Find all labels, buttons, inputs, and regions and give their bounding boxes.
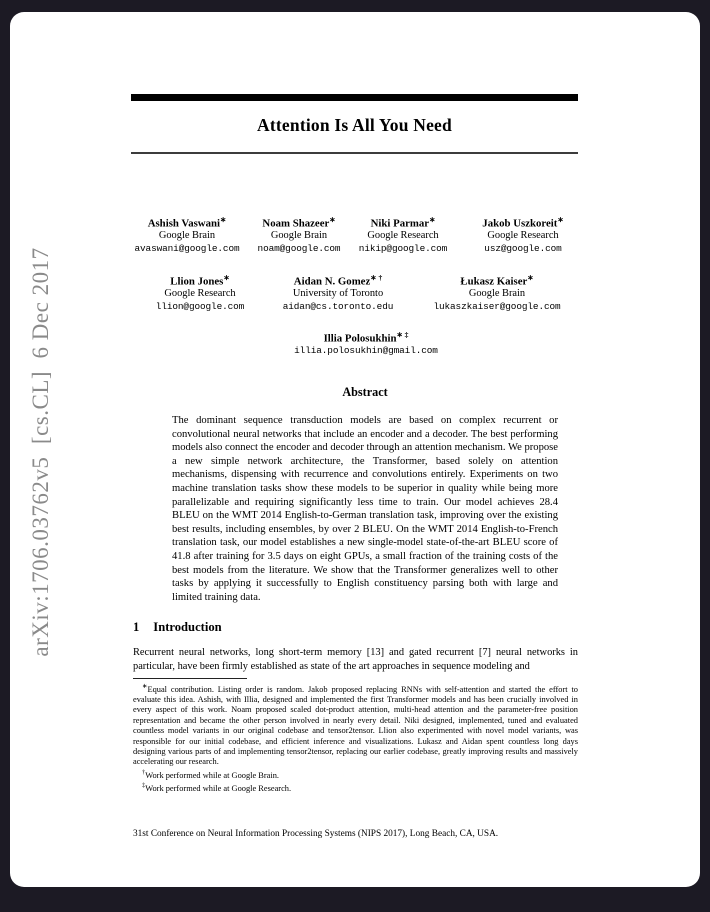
conference-note: 31st Conference on Neural Information Processing Systems (NIPS 2017), Long Beach, CA, USA. [133,829,499,839]
author-name-text: Illia Polosukhin [323,332,397,345]
paper-title: Attention Is All You Need [257,115,452,135]
author-name [482,214,563,230]
footnote-dagger [133,768,578,781]
author-name-text: Llion Jones [170,275,224,288]
footnote-marker-double-dagger: ‡ [142,781,146,789]
author-name [433,272,560,288]
author-affiliation: Google Research [164,288,236,300]
author-name [135,214,240,230]
title-rule-top [131,94,578,101]
author-email: illia.polosukhin@gmail.com [294,345,438,357]
author-affiliation: Google Brain [270,230,328,242]
author-email: nikip@google.com [358,242,448,254]
section-heading-introduction [133,620,222,635]
author-affiliation: Google Brain [468,288,526,300]
author-block [135,214,240,255]
footnotes [133,682,578,794]
footnote-equal-contribution [133,682,578,768]
footnote-marker-dagger: † [142,768,146,776]
author-name [294,329,438,345]
author-email: aidan@cs.toronto.edu [282,300,394,312]
author-block [283,272,394,313]
author-affiliation: Google Brain [158,230,216,242]
author-mark: ∗ [223,273,230,282]
abstract-body: The dominant sequence transduction models are based on complex recurrent or convolutional neural networks that include an encoder and a decoder. The best performing models also connect the encoder and decoder through an attention mechanism. We propose a new simple network architecture, the Transformer, based solely on attention mechanisms, dispensing with recurrence and convolutions entirely. Experiments on two machine translation tasks show these models to be superior in quality while being more parallelizable and requiring significantly less time to train. Our model achieves 28.4 BLEU on the WMT 2014 English-to-German translation task, improving over the existing best results, including ensembles, by over 2 BLEU. On the WMT 2014 English-to-French translation task, our model establishes a new single-model state-of-the-art BLEU score of 41.8 after training for 3.5 days on eight GPUs, a small fraction of the training costs of the best models from the literature. We show that the Transformer generalizes well to other tasks by applying it successfully to English constituency parsing both with large and limited training data. [172,415,558,603]
author-email: noam@google.com [257,242,341,254]
author-mark: ∗ [527,273,534,282]
section-number: 1 [133,620,140,634]
author-block [294,329,438,358]
abstract-heading: Abstract [342,385,388,399]
author-affiliation: Google Research [487,230,559,242]
footnote-text: Work performed while at Google Research. [145,783,292,793]
footnote-text: Work performed while at Google Brain. [145,770,279,780]
footnote-marker-star: ∗ [142,683,148,690]
author-mark: ∗ [429,215,436,224]
paper-page [10,12,700,887]
author-email: lukaszkaiser@google.com [433,300,561,312]
author-email: llion@google.com [155,300,245,312]
author-name [283,272,394,288]
author-name [258,214,341,230]
footnote-rule [133,678,247,679]
author-name-text: Aidan N. Gomez [293,275,371,288]
author-block [482,214,563,255]
section-title: Introduction [153,620,222,634]
author-name-text: Łukasz Kaiser [460,275,528,288]
author-affiliation: Google Research [367,230,439,242]
author-block [359,214,447,255]
introduction-paragraph: Recurrent neural networks, long short-term memory [13] and gated recurrent [7] neural networks in particular, have been firmly established as state of the art approaches in sequence modeling and [133,647,578,672]
author-name-text: Ashish Vaswani [147,217,221,230]
author-name [156,272,244,288]
arxiv-stamp: arXiv:1706.03762v5 [cs.CL] 6 Dec 2017 [28,247,53,657]
author-affiliation: University of Toronto [292,288,384,300]
author-name-text: Jakob Uszkoreit [482,217,558,230]
author-email: avaswani@google.com [134,242,240,254]
author-name-text: Niki Parmar [370,217,430,230]
title-rule-bottom [131,152,578,154]
author-mark: ∗ [329,215,336,224]
author-mark: ∗ † [370,273,383,282]
author-block [156,272,244,313]
author-block [258,214,341,255]
author-mark: ∗ [220,215,227,224]
author-email: usz@google.com [484,242,562,254]
author-mark: ∗ [557,215,564,224]
author-name [359,214,447,230]
author-name-text: Noam Shazeer [262,217,330,230]
footnote-text: Equal contribution. Listing order is random. Jakob proposed replacing RNNs with self-attention and started the effort to evaluate this idea. Ashish, with Illia, designed and implemented the first Transformer models and has been crucially involved in every aspect of this work. Noam proposed scaled dot-product attention, multi-head attention and the parameter-free position representation and became the other person involved in nearly every detail. Niki designed, implemented, tuned and evaluated countless model variants in our original codebase and tensor2tensor. Llion also experimented with novel model variants, was responsible for our initial codebase, and efficient inference and visualizations. Lukasz and Aidan spent countless long days designing various parts of and implementing tensor2tensor, replacing our earlier codebase, greatly improving results and massively accelerating our research. [133,684,578,767]
author-block [433,272,560,313]
author-mark: ∗ ‡ [396,330,409,339]
footnote-double-dagger [133,781,578,794]
